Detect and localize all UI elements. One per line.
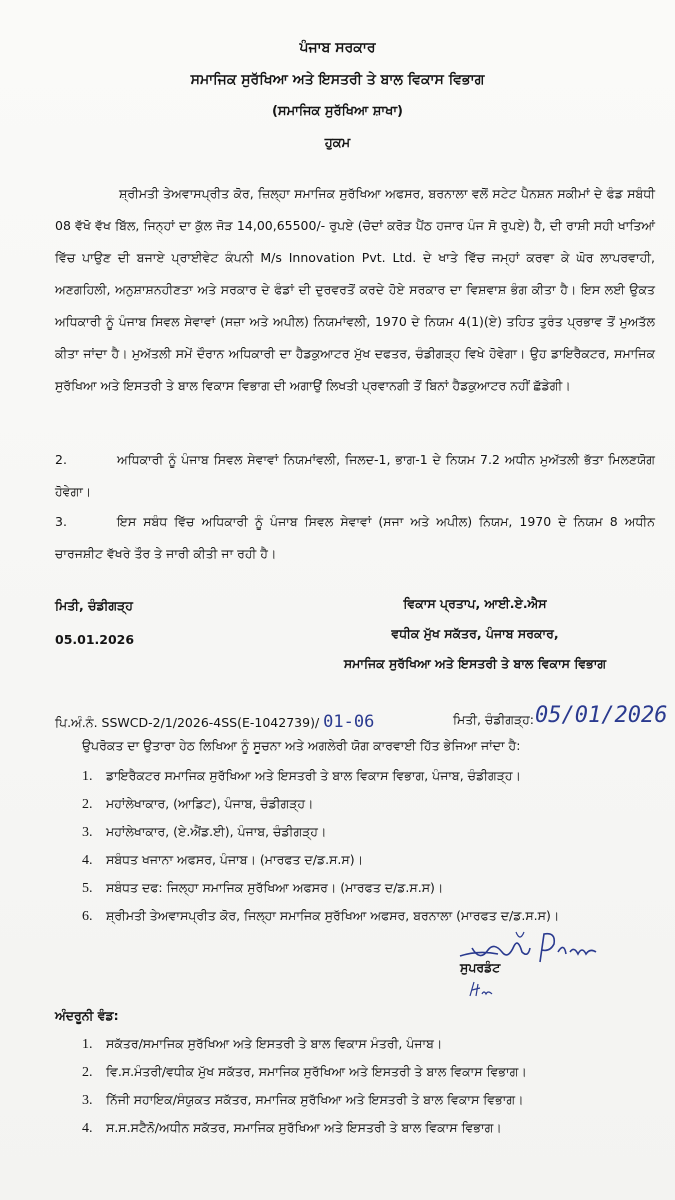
item-text: ਵਿ.ਸ.ਮੰਤਰੀ/ਵਧੀਕ ਮੁੱਖ ਸਕੱਤਰ, ਸਮਾਜਿਕ ਸੁਰੱਖਿਆ ਅਤੇ ਇਸਤਰੀ ਤੇ ਬਾਲ ਵਿਕਾਸ ਵਿਭਾਗ।: [106, 1064, 527, 1079]
item-number: 2.: [82, 797, 93, 812]
list-item: [82, 1058, 527, 1086]
order-paragraph-3: [55, 506, 655, 570]
item-number: 1.: [82, 769, 93, 784]
list-item: [82, 902, 559, 930]
item-number: 6.: [82, 909, 93, 924]
paragraph-number: 2.: [55, 452, 67, 467]
item-number: 4.: [82, 1121, 93, 1136]
government-title: ਪੰਜਾਬ ਸਰਕਾਰ: [299, 40, 376, 56]
item-text: ਸਬੰਧਤ ਦਫ: ਜਿਲ੍ਹਾ ਸਮਾਜਿਕ ਸੁਰੱਖਿਆ ਅਫਸਰ। (ਮਾਰਫਤ ਦ/ਡ.ਸ.ਸ)।: [106, 880, 444, 895]
superintendent-label: ਸੁਪਰਡੰਟ: [460, 960, 501, 975]
list-item: [82, 1086, 527, 1114]
item-text: ਮਹਾਂਲੇਖਾਕਾਰ, (ਏ.ਐਂਡ.ਈ), ਪੰਜਾਬ, ਚੰਡੀਗੜ੍ਹ।: [106, 824, 327, 839]
item-number: 5.: [82, 881, 93, 896]
paragraph-text: ਅਧਿਕਾਰੀ ਨੂੰ ਪੰਜਾਬ ਸਿਵਲ ਸੇਵਾਵਾਂ ਨਿਯਮਾਂਵਲੀ, ਜਿਲਦ-1, ਭਾਗ-1 ਦੇ ਨਿਯਮ 7.2 ਅਧੀਨ ਮੁਅੱਤਲੀ ਭੱਤਾ ਮਿਲਣਯੋਗ ਹੋਵੇਗਾ।: [55, 452, 655, 499]
item-text: ਸ.ਸ.ਸਟੈਨੋ/ਅਧੀਨ ਸਕੱਤਰ, ਸਮਾਜਿਕ ਸੁਰੱਖਿਆ ਅਤੇ ਇਸਤਰੀ ਤੇ ਬਾਲ ਵਿਕਾਸ ਵਿਭਾਗ।: [106, 1120, 502, 1135]
list-item: [82, 1114, 527, 1142]
list-item: [82, 790, 559, 818]
endorsement-reference: [55, 712, 374, 732]
item-text: ਨਿੱਜੀ ਸਹਾਇਕ/ਸੰਯੁਕਤ ਸਕੱਤਰ, ਸਮਾਜਿਕ ਸੁਰੱਖਿਆ ਅਤੇ ਇਸਤਰੀ ਤੇ ਬਾਲ ਵਿਕਾਸ ਵਿਭਾਗ।: [106, 1092, 524, 1107]
endorsement-handwritten-date: 05/01/2026: [535, 703, 668, 728]
signatory-designation: ਵਧੀਕ ਮੁੱਖ ਸਕੱਤਰ, ਪੰਜਾਬ ਸਰਕਾਰ,: [391, 626, 559, 641]
department-title: ਸਮਾਜਿਕ ਸੁਰੱਖਿਆ ਅਤੇ ਇਸਤਰੀ ਤੇ ਬਾਲ ਵਿਕਾਸ ਵਿਭਾਗ: [190, 72, 485, 88]
order-paragraph-1: ਸ਼੍ਰੀਮਤੀ ਤੇਅਵਾਸਪ੍ਰੀਤ ਕੋਰ, ਜ਼ਿਲ੍ਹਾ ਸਮਾਜਿਕ ਸੁਰੱਖਿਆ ਅਫਸਰ, ਬਰਨਾਲਾ ਵਲੋਂ ਸਟੇਟ ਪੈਨਸ਼ਨ ਸਕੀਮਾਂ ਦੇ ਫੰਡ ਸਬੰਧੀ 08 ਵੱਖੋ ਵੱਖ ਬਿੱਲ, ਜਿਨ੍ਹਾਂ ਦਾ ਕੁੱਲ ਜੋੜ 14,00,65500/- ਰੁਪਏ (ਚੋਦਾਂ ਕਰੋੜ ਪੈਂਠ ਹਜਾਰ ਪੰਜ ਸੋ ਰੁਪਏ) ਹੈ, ਦੀ ਰਾਸ਼ੀ ਸਹੀ ਖਾਤਿਆਂ ਵਿੱਚ ਪਾਉਣ ਦੀ ਬਜਾਏ ਪ੍ਰਾਈਵੇਟ ਕੰਪਨੀ M/s Innovation Pvt. Ltd. ਦੇ ਖਾਤੇ ਵਿੱਚ ਜਮ੍ਹਾਂ ਕਰਵਾ ਕੇ ਘੋਰ ਲਾਪਰਵਾਹੀ, ਅਣਗਹਿਲੀ, ਅਨੁਸ਼ਾਸ਼ਨਹੀਣਤਾ ਅਤੇ ਸਰਕਾਰ ਦੇ ਫੰਡਾਂ ਦੀ ਦੁਰਵਰਤੋਂ ਕਰਦੇ ਹੋਏ ਸਰਕਾਰ ਦਾ ਵਿਸ਼ਵਾਸ਼ ਭੰਗ ਕੀਤਾ ਹੈ। ਇਸ ਲਈ ਉਕਤ ਅਧਿਕਾਰੀ ਨੂੰ ਪੰਜਾਬ ਸਿਵਲ ਸੇਵਾਵਾਂ (ਸਜ਼ਾ ਅਤੇ ਅਪੀਲ) ਨਿਯਮਾਂਵਲੀ, 1970 ਦੇ ਨਿਯਮ 4(1)(ਏ) ਤਹਿਤ ਤੁਰੰਤ ਪ੍ਰਭਾਵ ਤੋਂ ਮੁਅਤੱਲ ਕੀਤਾ ਜਾਂਦਾ ਹੈ। ਮੁਅੱਤਲੀ ਸਮੇਂ ਦੌਰਾਨ ਅਧਿਕਾਰੀ ਦਾ ਹੈਡਕੁਆਟਰ ਮੁੱਖ ਦਫਤਰ, ਚੰਡੀਗੜ੍ਹ ਵਿਖੇ ਹੋਵੇਗਾ। ਉਹ ਡਾਇਰੈਕਟਰ, ਸਮਾਜਿਕ ਸੁਰੱਖਿਆ ਅਤੇ ਇਸਤਰੀ ਤੇ ਬਾਲ ਵਿਕਾਸ ਵਿਭਾਗ ਦੀ ਅਗਾਉਂ ਲਿਖਤੀ ਪ੍ਰਵਾਨਗੀ ਤੋਂ ਬਿਨਾਂ ਹੈਡਕੁਆਟਰ ਨਹੀਂ ਛੱਡੇਗੀ।: [55, 186, 655, 393]
list-item: [82, 762, 559, 790]
reference-handwritten-number: 01-06: [323, 712, 375, 732]
branch-title: (ਸਮਾਜਿਕ ਸੁਰੱਖਿਆ ਸ਼ਾਖਾ): [271, 104, 404, 119]
item-number: 4.: [82, 853, 93, 868]
internal-distribution-heading: ਅੰਦਰੂਨੀ ਵੰਡ:: [55, 1008, 119, 1023]
issue-place: ਮਿਤੀ, ਚੰਡੀਗੜ੍ਹ: [55, 598, 133, 613]
list-item: [82, 874, 559, 902]
item-text: ਡਾਇਰੈਕਟਰ ਸਮਾਜਿਕ ਸੁਰੱਖਿਆ ਅਤੇ ਇਸਤਰੀ ਤੇ ਬਾਲ ਵਿਕਾਸ ਵਿਭਾਗ, ਪੰਜਾਬ, ਚੰਡੀਗੜ੍ਹ।: [106, 768, 521, 783]
signatory-name: ਵਿਕਾਸ ਪ੍ਰਤਾਪ, ਆਈ.ਏ.ਐਸ: [403, 596, 547, 611]
list-item: [82, 818, 559, 846]
item-number: 3.: [82, 1093, 93, 1108]
item-number: 2.: [82, 1065, 93, 1080]
item-text: ਸਬੰਧਤ ਖਜਾਨਾ ਅਫਸਰ, ਪੰਜਾਬ। (ਮਾਰਫਤ ਦ/ਡ.ਸ.ਸ)।: [106, 852, 364, 867]
recipient-list: [82, 762, 559, 930]
signatory-department: ਸਮਾਜਿਕ ਸੁਰੱਖਿਆ ਅਤੇ ਇਸਤਰੀ ਤੇ ਬਾਲ ਵਿਕਾਸ ਵਿਭਾਗ: [343, 656, 607, 671]
item-number: 3.: [82, 825, 93, 840]
list-item: [82, 1030, 527, 1058]
initials-mark: [466, 980, 496, 1000]
item-text: ਮਹਾਂਲੇਖਾਕਾਰ, (ਆਡਿਟ), ਪੰਜਾਬ, ਚੰਡੀਗੜ੍ਹ।: [106, 796, 314, 811]
item-number: 1.: [82, 1037, 93, 1052]
paragraph-number: 3.: [55, 514, 67, 529]
item-text: ਸਕੱਤਰ/ਸਮਾਜਿਕ ਸੁਰੱਖਿਆ ਅਤੇ ਇਸਤਰੀ ਤੇ ਬਾਲ ਵਿਕਾਸ ਮੰਤਰੀ, ਪੰਜਾਬ।: [106, 1036, 443, 1051]
list-item: [82, 846, 559, 874]
reference-number: ਪਿ.ਅੰ.ਨੰ. SSWCD-2/1/2026-4SS(E-1042739)/: [55, 715, 320, 730]
order-paragraph-2: [55, 444, 655, 508]
endorsement-date-label: ਮਿਤੀ, ਚੰਡੀਗੜ੍ਹ:: [453, 712, 535, 727]
forwarding-text: ਉਪਰੋਕਤ ਦਾ ਉਤਾਰਾ ਹੇਠ ਲਿਖਿਆ ਨੂੰ ਸੂਚਨਾ ਅਤੇ ਅਗਲੇਰੀ ਯੋਗ ਕਾਰਵਾਈ ਹਿੱਤ ਭੇਜਿਆ ਜਾਂਦਾ ਹੈ:: [82, 738, 521, 753]
order-title: ਹੁਕਮ: [324, 136, 351, 151]
item-text: ਸ਼੍ਰੀਮਤੀ ਤੇਅਵਾਸਪ੍ਰੀਤ ਕੋਰ, ਜਿਲ੍ਹਾ ਸਮਾਜਿਕ ਸੁਰੱਖਿਆ ਅਫਸਰ, ਬਰਨਾਲਾ (ਮਾਰਫਤ ਦ/ਡ.ਸ.ਸ)।: [106, 908, 560, 923]
issue-date: 05.01.2026: [55, 632, 135, 647]
internal-distribution-list: [82, 1030, 527, 1142]
paragraph-text: ਇਸ ਸਬੰਧ ਵਿੱਚ ਅਧਿਕਾਰੀ ਨੂੰ ਪੰਜਾਬ ਸਿਵਲ ਸੇਵਾਵਾਂ (ਸਜਾ ਅਤੇ ਅਪੀਲ) ਨਿਯਮ, 1970 ਦੇ ਨਿਯਮ 8 ਅਧੀਨ ਚਾਰਜਸ਼ੀਟ ਵੱਖਰੇ ਤੌਰ ਤੇ ਜਾਰੀ ਕੀਤੀ ਜਾ ਰਹੀ ਹੈ।: [55, 514, 655, 561]
